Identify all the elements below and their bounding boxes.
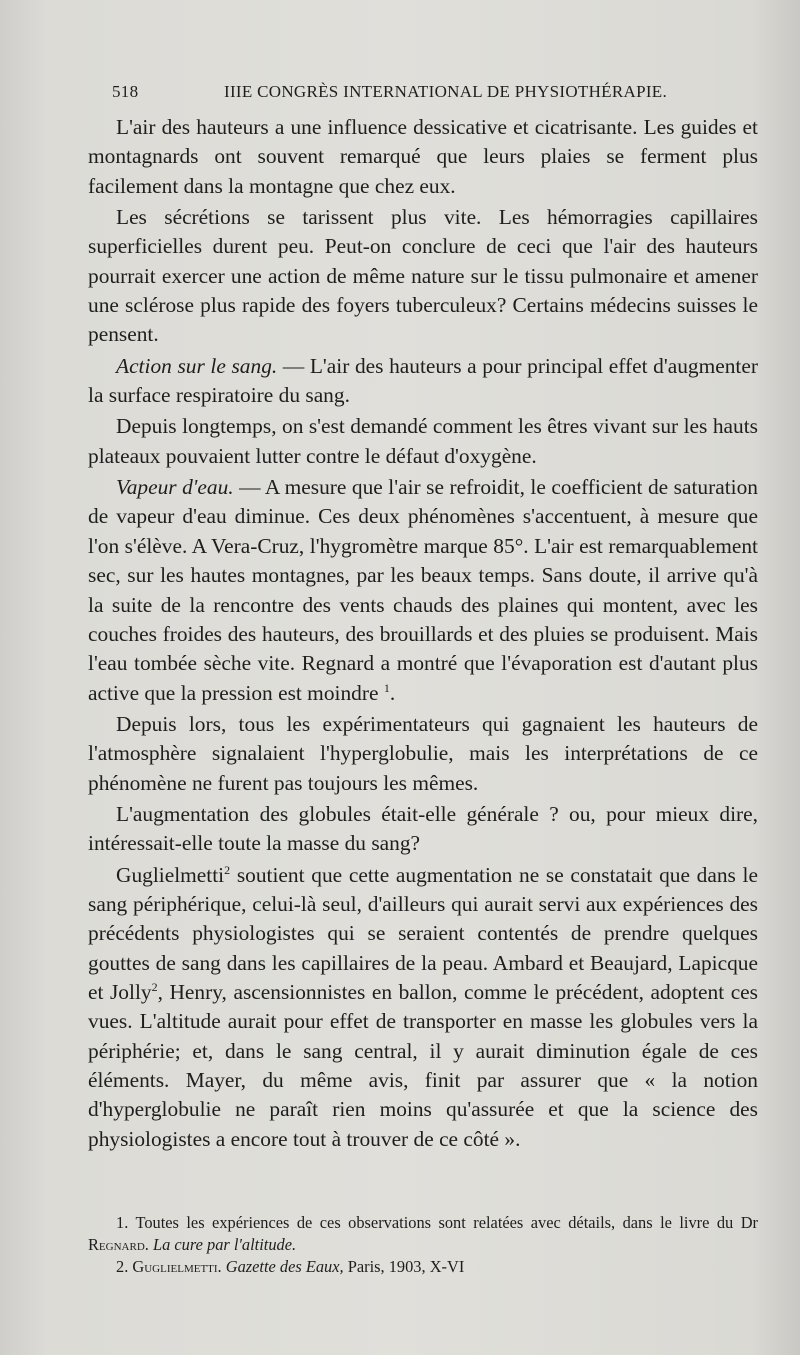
paragraph-secretions: Les sécrétions se tarissent plus vite. Les hémorragies capillaires superficielles durent peu. Peut-on conclure de ceci que l'air des hauteurs pourrait exercer une action de même nature sur le tissu pulmonaire et amener une sclérose plus rapide des foyers tuberculeux? Certains médecins suisses le pensent. (88, 205, 758, 347)
footnote-2 (88, 1256, 758, 1278)
paragraph-dessicative: L'air des hauteurs a une influence dessicative et cicatrisante. Les guides et montagnards ont souvent remarqué que leurs plaies se ferment plus facilement dans la montagne que chez eux. (88, 115, 758, 198)
footnotes (88, 1212, 758, 1278)
paragraph-hyperglobulie: Depuis lors, tous les expérimentateurs qui gagnaient les hauteurs de l'atmosphère signalaient l'hyperglobulie, mais les interprétations de ce phénomène ne furent pas toujours les mêmes. (88, 711, 758, 795)
paragraph-guglielmetti-b: soutient que cette augmentation ne se constatait que dans le sang périphérique, celui-là seul, d'ailleurs qui aurait servi aux expériences des précédents physiologistes qui se seraient contentés de prendre quelques gouttes de sang dans les capillaires de la peau. Ambard et Beaujard, Lapicque et Jolly (88, 862, 758, 1004)
footnote-2-title: Gazette des Eaux, (221, 1257, 344, 1276)
paragraph-vapeur-eau-text: — A mesure que l'air se refroidit, le coefficient de saturation de vapeur d'eau diminue. Ces deux phénomènes s'accentuent, à mesure que l'on s'élève. A Vera-Cruz, l'hygromètre marque 85°. L'air est remarquablement sec, sur les hautes montagnes, par les beaux temps. Sans doute, il arrive qu'à la suite de la rencontre des vents chauds des plaines qui montent, avec les couches froides des hauteurs, des brouillards et des pluies se produisent. Mais l'eau tombée sèche vite. Regnard a montré que l'évaporation est d'autant plus active que la pression est moindre (88, 475, 758, 705)
paragraph-guglielmetti-a: Guglielmetti (116, 862, 225, 887)
footnote-2-author: Guglielmetti. (128, 1257, 222, 1276)
running-title: IIIE CONGRÈS INTERNATIONAL DE PHYSIOTHÉRAPIE. (224, 82, 668, 101)
footnote-ref-1: 1 (383, 680, 390, 695)
paragraph-vapeur-eau (88, 473, 758, 708)
section-heading-action-sang: Action sur le sang. (116, 353, 278, 378)
paragraph-augmentation: L'augmentation des globules était-elle générale ? ou, pour mieux dire, intéressait-elle toute la masse du sang? (88, 801, 758, 856)
page-number: 518 (112, 82, 139, 101)
footnote-ref-2: 2 (224, 862, 231, 877)
body-text (88, 113, 758, 1154)
footnote-1-number: 1. (116, 1213, 129, 1232)
footnote-2-number: 2. (116, 1257, 129, 1276)
footnote-1 (88, 1212, 758, 1256)
paragraph-guglielmetti-c: , Henry, ascensionnistes en ballon, comme le précédent, adoptent ces vues. L'altitude aurait pour effet de transporter en masse les globules vers la périphérie; et, dans le sang central, il y aurait diminution égale de ces éléments. Mayer, du même avis, finit par assurer que « la notion d'hyperglobulie ne paraît rien moins qu'assurée et que la science des physiologistes a encore tout à trouver de ce côté ». (88, 979, 759, 1151)
footnote-2-rest: Paris, 1903, X-VI (343, 1257, 465, 1276)
paragraph-guglielmetti (88, 861, 758, 1154)
footnote-ref-2b: 2 (151, 979, 158, 994)
footnote-1-author: Regnard. (88, 1235, 149, 1254)
footnote-1-text: Toutes les expériences de ces observations sont relatées avec détails, dans le livre du Dr (128, 1213, 758, 1232)
footnote-1-title: La cure par l'altitude. (148, 1235, 297, 1254)
paragraph-vapeur-eau-end: . (389, 680, 396, 705)
paragraph-action-sang-text: — L'air des hauteurs a pour principal effet d'augmenter la surface respiratoire du sang. (88, 353, 758, 408)
paragraph-action-sang (88, 352, 758, 411)
section-heading-vapeur-eau: Vapeur d'eau. (116, 475, 234, 500)
running-header (112, 82, 762, 106)
paragraph-oxygene: Depuis longtemps, on s'est demandé comment les êtres vivant sur les hauts plateaux pouvaient lutter contre le défaut d'oxygène. (88, 414, 758, 468)
